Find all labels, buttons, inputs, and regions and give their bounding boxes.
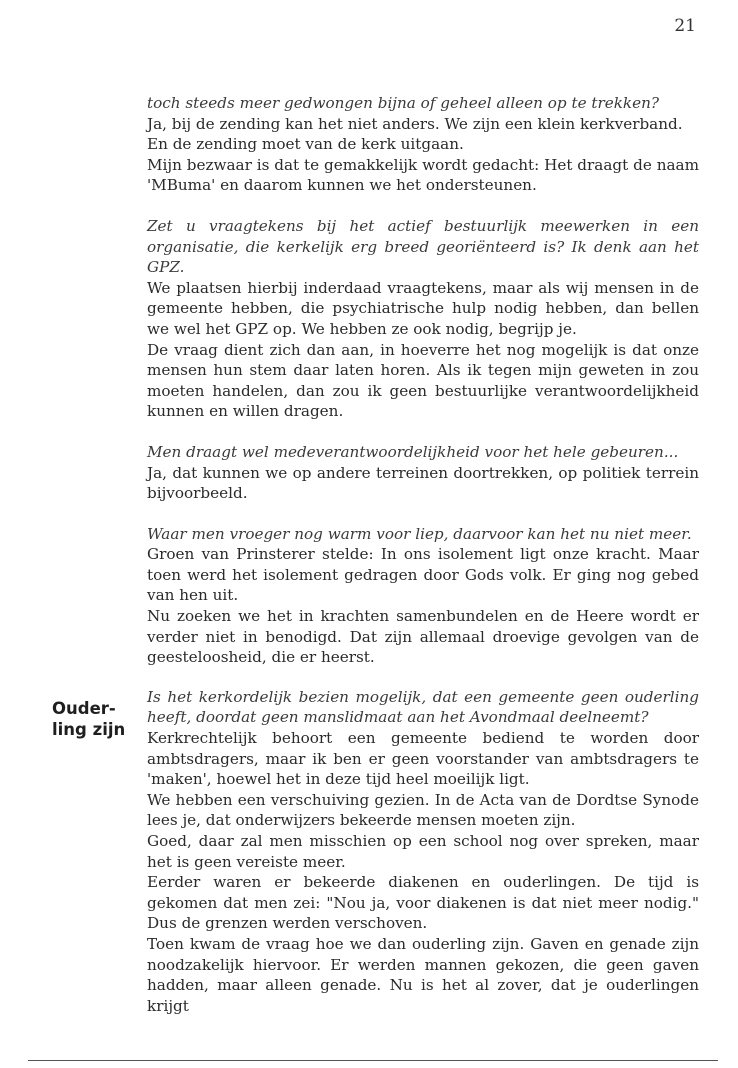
- side-heading-line-1: Ouder-: [52, 699, 116, 718]
- answer-line: Mijn bezwaar is dat te gemakkelijk wordt gedacht: Het draagt de naam 'MBuma' en daarom kunnen we het ondersteunen.: [147, 155, 699, 195]
- answer-line: Kerkrechtelijk behoort een gemeente bediend te worden door ambtsdragers, maar ik ben er geen voorstander van ambtsdragers te 'maken', hoewel het in deze tijd heel moeilijk ligt.: [147, 729, 699, 789]
- answer-line: De vraag dient zich dan aan, in hoeverre het nog mogelijk is dat onze mensen hun stem daar laten horen. Als ik tegen mijn geweten in zou moeten handelen, dan zou ik geen bestuurlijke verantwoordelijkheid kunnen en willen dragen.: [147, 340, 699, 421]
- answer-line: We plaatsen hierbij inderdaad vraagtekens, maar als wij mensen in de gemeente hebben, die psychiatrische hulp nodig hebben, dan bellen we wel het GPZ op. We hebben ze ook nodig, begrijp je.: [147, 278, 699, 338]
- side-heading-line-2: ling zijn: [52, 719, 126, 739]
- answer-line: We hebben een verschuiving gezien. In de Acta van de Dordtse Synode lees je, dat onderwijzers bekeerde mensen moeten zijn.: [147, 790, 699, 830]
- answer-line: Eerder waren er bekeerde diakenen en ouderlingen. De tijd is gekomen dat men zei: "Nou ja, voor diakenen is dat niet meer nodig." Dus de grenzen werden verschoven.: [147, 873, 699, 933]
- bottom-rule: [28, 1060, 718, 1061]
- question-line: Men draagt wel medeverantwoordelijkheid voor het hele gebeuren...: [147, 442, 679, 461]
- question-line: Waar men vroeger nog warm voor liep, daarvoor kan het nu niet meer.: [147, 524, 692, 543]
- question-line: Zet u vraagtekens bij het actief bestuurlijk meewerken in een organisatie, die kerkelijk erg breed georiënteerd is? Ik denk aan het GPZ.: [147, 216, 699, 277]
- answer-line: Nu zoeken we het in krachten samenbundelen en de Heere wordt er verder niet in benodigd. Dat zijn allemaal droevige gevolgen van de geesteloosheid, die er heerst.: [147, 607, 699, 667]
- answer-line: Ja, bij de zending kan het niet anders. We zijn een klein kerkverband.: [147, 114, 683, 133]
- answer-line: Goed, daar zal men misschien op een school nog over spreken, maar het is geen vereiste meer.: [147, 832, 699, 871]
- answer-line: Ja, dat kunnen we op andere terreinen doortrekken, op politiek terrein bijvoorbeeld.: [147, 463, 699, 503]
- body-text: [147, 93, 699, 1016]
- answer-line: Groen van Prinsterer stelde: In ons isolement ligt onze kracht. Maar toen werd het isolement gedragen door Gods volk. Er ging nog gebed van hen uit.: [147, 545, 699, 605]
- question-line: Is het kerkordelijk bezien mogelijk, dat een gemeente geen ouderling heeft, doordat geen manslidmaat aan het Avondmaal deelneemt?: [147, 687, 699, 727]
- question-line: toch steeds meer gedwongen bijna of geheel alleen op te trekken?: [147, 94, 660, 112]
- answer-line: Toen kwam de vraag hoe we dan ouderling zijn. Gaven en genade zijn noodzakelijk hiervoor. Er werden mannen gekozen, die geen gaven hadden, maar alleen genade. Nu is het al zover, dat je ouderlingen krijgt: [147, 934, 699, 1015]
- side-heading: [52, 699, 138, 740]
- page-number: 21: [674, 16, 696, 36]
- answer-line: En de zending moet van de kerk uitgaan.: [147, 135, 464, 154]
